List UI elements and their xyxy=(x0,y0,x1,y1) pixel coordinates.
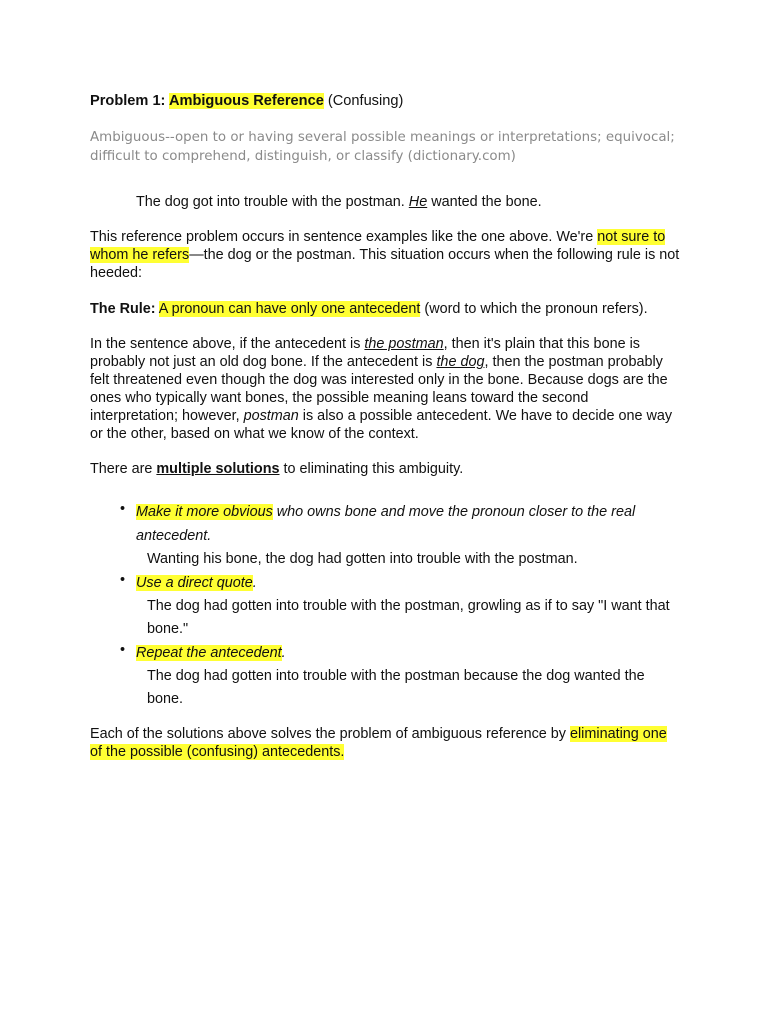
para1-part1: This reference problem occurs in sentence examples like the one above. We're xyxy=(90,229,598,245)
solution-heading xyxy=(136,641,680,665)
list-item xyxy=(120,500,680,571)
solution-highlight: Use a direct quote xyxy=(136,575,253,591)
solution-rest: . xyxy=(281,645,286,661)
solution-heading xyxy=(136,571,680,595)
para2-emphasis-postman: the postman xyxy=(364,336,444,352)
solution-highlight: Repeat the antecedent xyxy=(136,645,282,661)
para3-bold: multiple solutions xyxy=(156,461,280,477)
title-prefix: Problem 1: xyxy=(90,93,169,109)
reference-paragraph xyxy=(90,228,680,282)
example-part2: wanted the bone. xyxy=(427,194,542,210)
rule-highlight: A pronoun can have only one antecedent xyxy=(158,301,421,317)
list-item xyxy=(120,641,680,711)
solution-highlight: Make it more obvious xyxy=(136,504,273,520)
rule-statement xyxy=(90,300,690,318)
para1-part2: —the dog or the postman. This situation occurs when the following rule is not heeded: xyxy=(90,247,680,281)
title-highlight: Ambiguous Reference xyxy=(168,93,324,109)
bullet-icon: • xyxy=(120,642,126,658)
solution-example: The dog had gotten into trouble with the postman because the dog wanted the bone. xyxy=(147,668,645,707)
definition-text: Ambiguous--open to or having several possible meanings or interpretations; equivocal; difficult to comprehend, distinguish, or classify (dictionary.com) xyxy=(90,130,675,164)
bullet-icon: • xyxy=(120,501,126,517)
final-prefix: Each of the solutions above solves the problem of ambiguous reference by xyxy=(90,726,570,742)
problem-title xyxy=(90,92,403,110)
solution-example: The dog had gotten into trouble with the postman, growling as if to say "I want that bone." xyxy=(147,598,670,637)
solution-example: Wanting his bone, the dog had gotten into trouble with the postman. xyxy=(147,551,578,567)
solution-rest: who owns bone and move the pronoun closer to the real antecedent. xyxy=(136,504,636,544)
para3-suffix: to eliminating this ambiguity. xyxy=(279,461,464,477)
solutions-list xyxy=(120,500,680,711)
para1-highlight: not sure to whom he refers xyxy=(90,229,666,263)
solution-heading xyxy=(136,500,680,548)
bullet-icon: • xyxy=(120,572,126,588)
para2-p3: , then the postman probably felt threatened even though the dog was interested only in the bone. Because dogs are the ones who typically want bones, the possible meaning leans toward the second interpretation; however, xyxy=(90,354,668,424)
para3-prefix: There are xyxy=(90,461,157,477)
example-part1: The dog got into trouble with the postman. xyxy=(136,194,409,210)
conclusion-paragraph xyxy=(90,725,680,761)
para2-emphasis-dog: the dog xyxy=(436,354,485,370)
rule-label: The Rule: xyxy=(90,301,156,317)
solution-rest: . xyxy=(252,575,257,591)
para2-emphasis-postman-word: postman xyxy=(243,408,299,424)
example-sentence xyxy=(136,193,542,211)
title-suffix: (Confusing) xyxy=(323,93,404,109)
final-highlight: eliminating one of the possible (confusing) antecedents. xyxy=(90,726,667,760)
para2-p2: , then it's plain that this bone is probably not just an old dog bone. If the antecedent is xyxy=(90,336,640,370)
solutions-intro xyxy=(90,460,680,478)
antecedent-paragraph xyxy=(90,335,680,443)
example-pronoun: He xyxy=(408,194,428,210)
para2-p4: is also a possible antecedent. We have to decide one way or the other, based on what we know of the context. xyxy=(90,408,673,442)
list-item xyxy=(120,571,680,641)
rule-suffix: (word to which the pronoun refers). xyxy=(420,301,648,317)
para2-p1: In the sentence above, if the antecedent is xyxy=(90,336,365,352)
